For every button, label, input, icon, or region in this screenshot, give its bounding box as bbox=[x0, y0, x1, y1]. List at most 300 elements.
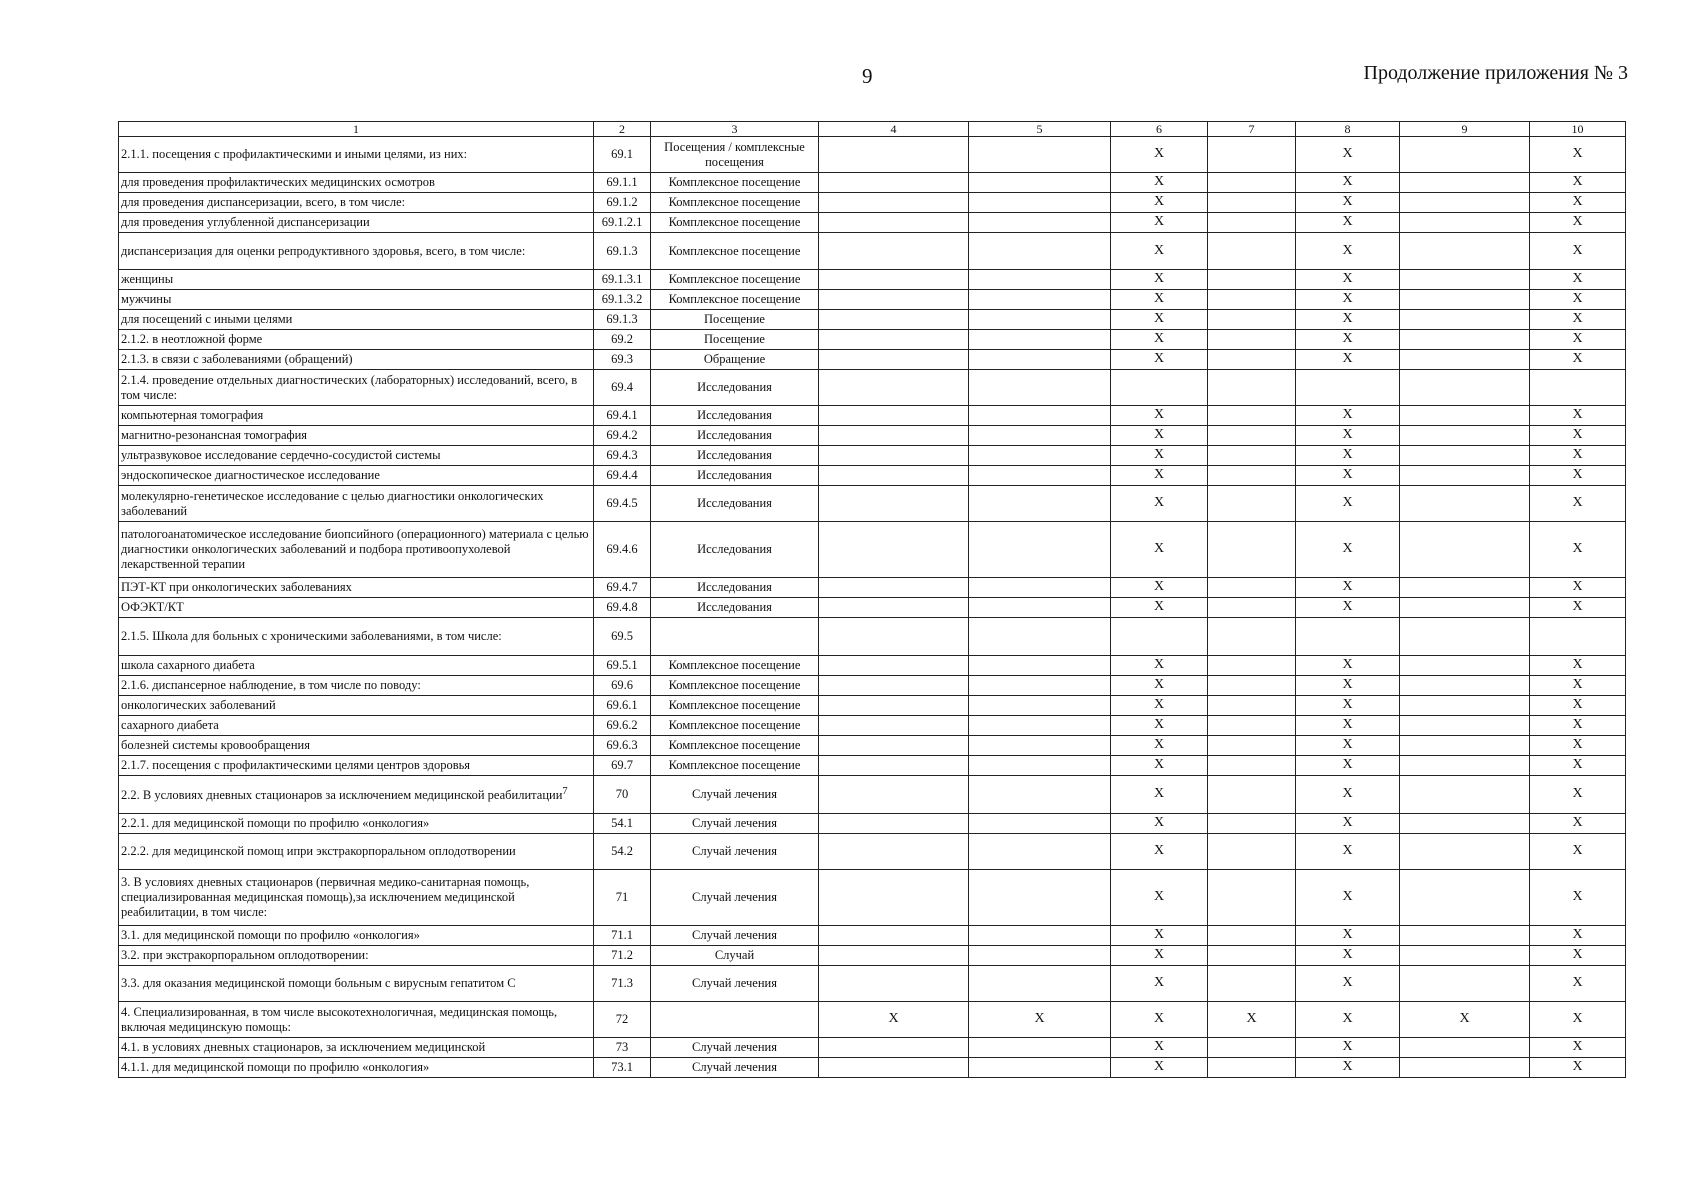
row-name: ОФЭКТ/КТ bbox=[119, 598, 594, 618]
row-name: 2.1.1. посещения с профилактическими и иными целями, из них: bbox=[119, 137, 594, 173]
row-unit: Посещение bbox=[651, 330, 819, 350]
cell-c5 bbox=[969, 676, 1111, 696]
row-code: 69.1.3 bbox=[594, 310, 651, 330]
cell-c8: X bbox=[1296, 776, 1400, 814]
cell-c7 bbox=[1208, 213, 1296, 233]
cell-c4 bbox=[819, 756, 969, 776]
row-name: мужчины bbox=[119, 290, 594, 310]
cell-c10: X bbox=[1530, 466, 1626, 486]
cell-c9 bbox=[1400, 578, 1530, 598]
row-name: 2.1.2. в неотложной форме bbox=[119, 330, 594, 350]
cell-c9 bbox=[1400, 1058, 1530, 1078]
cell-c8: X bbox=[1296, 946, 1400, 966]
cell-c7 bbox=[1208, 350, 1296, 370]
column-number-1: 1 bbox=[119, 122, 594, 137]
cell-c5 bbox=[969, 776, 1111, 814]
cell-c5 bbox=[969, 350, 1111, 370]
column-number-7: 7 bbox=[1208, 122, 1296, 137]
cell-c7 bbox=[1208, 814, 1296, 834]
cell-c10: X bbox=[1530, 522, 1626, 578]
row-unit: Случай лечения bbox=[651, 834, 819, 870]
cell-c7 bbox=[1208, 486, 1296, 522]
cell-c8: X bbox=[1296, 1038, 1400, 1058]
cell-c4 bbox=[819, 193, 969, 213]
cell-c9 bbox=[1400, 406, 1530, 426]
row-name: ультразвуковое исследование сердечно-сосудистой системы bbox=[119, 446, 594, 466]
row-unit: Случай лечения bbox=[651, 926, 819, 946]
cell-c7 bbox=[1208, 696, 1296, 716]
row-name: 2.1.5. Школа для больных с хроническими заболеваниями, в том числе: bbox=[119, 618, 594, 656]
row-unit: Исследования bbox=[651, 598, 819, 618]
row-code: 69.6.3 bbox=[594, 736, 651, 756]
cell-c6: X bbox=[1111, 966, 1208, 1002]
cell-c10: X bbox=[1530, 598, 1626, 618]
cell-c10: X bbox=[1530, 1038, 1626, 1058]
cell-c7 bbox=[1208, 290, 1296, 310]
cell-c9 bbox=[1400, 446, 1530, 466]
cell-c10: X bbox=[1530, 270, 1626, 290]
row-name: онкологических заболеваний bbox=[119, 696, 594, 716]
row-name: диспансеризация для оценки репродуктивного здоровья, всего, в том числе: bbox=[119, 233, 594, 270]
row-code: 69.4.6 bbox=[594, 522, 651, 578]
cell-c10: X bbox=[1530, 814, 1626, 834]
row-unit: Исследования bbox=[651, 578, 819, 598]
cell-c10: X bbox=[1530, 330, 1626, 350]
cell-c6: X bbox=[1111, 137, 1208, 173]
cell-c5 bbox=[969, 598, 1111, 618]
cell-c9 bbox=[1400, 233, 1530, 270]
cell-c6: X bbox=[1111, 814, 1208, 834]
cell-c10: X bbox=[1530, 966, 1626, 1002]
row-name: 4.1.1. для медицинской помощи по профилю «онкология» bbox=[119, 1058, 594, 1078]
cell-c7 bbox=[1208, 776, 1296, 814]
table-row bbox=[119, 370, 1626, 406]
cell-c9 bbox=[1400, 736, 1530, 756]
cell-c10: X bbox=[1530, 406, 1626, 426]
row-code: 71.3 bbox=[594, 966, 651, 1002]
column-number-row bbox=[119, 122, 1626, 137]
column-number-6: 6 bbox=[1111, 122, 1208, 137]
table-row bbox=[119, 618, 1626, 656]
cell-c7: X bbox=[1208, 1002, 1296, 1038]
cell-c5 bbox=[969, 193, 1111, 213]
cell-c5 bbox=[969, 522, 1111, 578]
cell-c5: X bbox=[969, 1002, 1111, 1038]
row-name: для проведения углубленной диспансеризации bbox=[119, 213, 594, 233]
cell-c10: X bbox=[1530, 756, 1626, 776]
cell-c7 bbox=[1208, 966, 1296, 1002]
cell-c6: X bbox=[1111, 486, 1208, 522]
cell-c5 bbox=[969, 406, 1111, 426]
cell-c6: X bbox=[1111, 233, 1208, 270]
cell-c6: X bbox=[1111, 1002, 1208, 1038]
row-name: 3.3. для оказания медицинской помощи больным с вирусным гепатитом С bbox=[119, 966, 594, 1002]
table-row bbox=[119, 406, 1626, 426]
table-row bbox=[119, 946, 1626, 966]
cell-c5 bbox=[969, 618, 1111, 656]
row-unit: Случай лечения bbox=[651, 1038, 819, 1058]
cell-c7 bbox=[1208, 578, 1296, 598]
column-number-10: 10 bbox=[1530, 122, 1626, 137]
table-row bbox=[119, 330, 1626, 350]
row-name: компьютерная томография bbox=[119, 406, 594, 426]
row-code: 69.4.2 bbox=[594, 426, 651, 446]
cell-c7 bbox=[1208, 406, 1296, 426]
row-name: 3.2. при экстракорпоральном оплодотворении: bbox=[119, 946, 594, 966]
cell-c5 bbox=[969, 466, 1111, 486]
cell-c4 bbox=[819, 834, 969, 870]
row-unit: Комплексное посещение bbox=[651, 736, 819, 756]
table-row bbox=[119, 137, 1626, 173]
cell-c6: X bbox=[1111, 578, 1208, 598]
cell-c8: X bbox=[1296, 406, 1400, 426]
cell-c10 bbox=[1530, 370, 1626, 406]
row-name: для посещений с иными целями bbox=[119, 310, 594, 330]
cell-c9: X bbox=[1400, 1002, 1530, 1038]
cell-c4 bbox=[819, 736, 969, 756]
row-name: школа сахарного диабета bbox=[119, 656, 594, 676]
cell-c10: X bbox=[1530, 736, 1626, 756]
cell-c4: X bbox=[819, 1002, 969, 1038]
cell-c4 bbox=[819, 137, 969, 173]
cell-c5 bbox=[969, 213, 1111, 233]
cell-c8: X bbox=[1296, 578, 1400, 598]
row-code: 69.4.1 bbox=[594, 406, 651, 426]
table-row bbox=[119, 213, 1626, 233]
cell-c6: X bbox=[1111, 290, 1208, 310]
row-name: сахарного диабета bbox=[119, 716, 594, 736]
cell-c7 bbox=[1208, 756, 1296, 776]
cell-c10: X bbox=[1530, 193, 1626, 213]
cell-c6: X bbox=[1111, 1038, 1208, 1058]
data-table bbox=[118, 121, 1626, 1078]
page-number: 9 bbox=[862, 64, 873, 88]
cell-c9 bbox=[1400, 173, 1530, 193]
row-code: 71 bbox=[594, 870, 651, 926]
cell-c8 bbox=[1296, 370, 1400, 406]
cell-c6: X bbox=[1111, 598, 1208, 618]
cell-c7 bbox=[1208, 1038, 1296, 1058]
cell-c8: X bbox=[1296, 1058, 1400, 1078]
cell-c9 bbox=[1400, 776, 1530, 814]
row-unit: Комплексное посещение bbox=[651, 696, 819, 716]
cell-c4 bbox=[819, 213, 969, 233]
cell-c9 bbox=[1400, 946, 1530, 966]
cell-c10: X bbox=[1530, 696, 1626, 716]
cell-c4 bbox=[819, 696, 969, 716]
row-unit: Исследования bbox=[651, 486, 819, 522]
table-row bbox=[119, 776, 1626, 814]
cell-c7 bbox=[1208, 946, 1296, 966]
table-row bbox=[119, 466, 1626, 486]
cell-c4 bbox=[819, 466, 969, 486]
table-row bbox=[119, 814, 1626, 834]
cell-c9 bbox=[1400, 716, 1530, 736]
cell-c7 bbox=[1208, 870, 1296, 926]
cell-c4 bbox=[819, 310, 969, 330]
row-code: 69.5.1 bbox=[594, 656, 651, 676]
row-unit: Исследования bbox=[651, 370, 819, 406]
cell-c8 bbox=[1296, 618, 1400, 656]
row-unit: Комплексное посещение bbox=[651, 193, 819, 213]
row-name: для проведения профилактических медицинских осмотров bbox=[119, 173, 594, 193]
cell-c10: X bbox=[1530, 310, 1626, 330]
cell-c10: X bbox=[1530, 834, 1626, 870]
cell-c9 bbox=[1400, 137, 1530, 173]
cell-c5 bbox=[969, 870, 1111, 926]
cell-c10: X bbox=[1530, 1002, 1626, 1038]
cell-c9 bbox=[1400, 834, 1530, 870]
cell-c8: X bbox=[1296, 966, 1400, 1002]
cell-c7 bbox=[1208, 137, 1296, 173]
row-name: для проведения диспансеризации, всего, в том числе: bbox=[119, 193, 594, 213]
cell-c4 bbox=[819, 676, 969, 696]
row-code: 69.6.2 bbox=[594, 716, 651, 736]
table-row bbox=[119, 1058, 1626, 1078]
cell-c9 bbox=[1400, 426, 1530, 446]
cell-c7 bbox=[1208, 716, 1296, 736]
row-code: 69.4.7 bbox=[594, 578, 651, 598]
table-row bbox=[119, 522, 1626, 578]
row-code: 69.1.1 bbox=[594, 173, 651, 193]
row-unit: Случай лечения bbox=[651, 966, 819, 1002]
cell-c8: X bbox=[1296, 310, 1400, 330]
table-row bbox=[119, 350, 1626, 370]
cell-c10: X bbox=[1530, 1058, 1626, 1078]
cell-c5 bbox=[969, 578, 1111, 598]
cell-c7 bbox=[1208, 330, 1296, 350]
cell-c6: X bbox=[1111, 870, 1208, 926]
table-row bbox=[119, 486, 1626, 522]
row-code: 71.1 bbox=[594, 926, 651, 946]
cell-c7 bbox=[1208, 233, 1296, 270]
cell-c7 bbox=[1208, 618, 1296, 656]
cell-c5 bbox=[969, 716, 1111, 736]
cell-c7 bbox=[1208, 598, 1296, 618]
cell-c4 bbox=[819, 926, 969, 946]
cell-c6: X bbox=[1111, 716, 1208, 736]
cell-c10: X bbox=[1530, 776, 1626, 814]
cell-c6: X bbox=[1111, 696, 1208, 716]
cell-c9 bbox=[1400, 598, 1530, 618]
table-row bbox=[119, 173, 1626, 193]
cell-c10: X bbox=[1530, 137, 1626, 173]
row-unit: Комплексное посещение bbox=[651, 676, 819, 696]
cell-c6 bbox=[1111, 370, 1208, 406]
row-unit: Комплексное посещение bbox=[651, 716, 819, 736]
cell-c10: X bbox=[1530, 350, 1626, 370]
row-name: 2.2.2. для медицинской помощ ипри экстракорпоральном оплодотворении bbox=[119, 834, 594, 870]
cell-c10 bbox=[1530, 618, 1626, 656]
row-name: болезней системы кровообращения bbox=[119, 736, 594, 756]
cell-c10: X bbox=[1530, 946, 1626, 966]
row-code: 69.6 bbox=[594, 676, 651, 696]
table-row bbox=[119, 426, 1626, 446]
cell-c8: X bbox=[1296, 834, 1400, 870]
cell-c4 bbox=[819, 522, 969, 578]
cell-c5 bbox=[969, 137, 1111, 173]
cell-c5 bbox=[969, 1058, 1111, 1078]
cell-c5 bbox=[969, 330, 1111, 350]
row-name: 3.1. для медицинской помощи по профилю «онкология» bbox=[119, 926, 594, 946]
cell-c9 bbox=[1400, 310, 1530, 330]
footnote-mark: 7 bbox=[562, 786, 568, 798]
cell-c4 bbox=[819, 966, 969, 1002]
cell-c5 bbox=[969, 233, 1111, 270]
row-code: 54.1 bbox=[594, 814, 651, 834]
cell-c9 bbox=[1400, 618, 1530, 656]
table-row bbox=[119, 716, 1626, 736]
row-unit: Обращение bbox=[651, 350, 819, 370]
cell-c9 bbox=[1400, 676, 1530, 696]
cell-c4 bbox=[819, 290, 969, 310]
cell-c6: X bbox=[1111, 1058, 1208, 1078]
cell-c4 bbox=[819, 446, 969, 466]
row-name: 2.1.4. проведение отдельных диагностических (лабораторных) исследований, всего, в том числе: bbox=[119, 370, 594, 406]
cell-c6: X bbox=[1111, 756, 1208, 776]
row-unit: Комплексное посещение bbox=[651, 213, 819, 233]
row-code: 69.6.1 bbox=[594, 696, 651, 716]
cell-c4 bbox=[819, 814, 969, 834]
row-name: 2.1.3. в связи с заболеваниями (обращений) bbox=[119, 350, 594, 370]
table-row bbox=[119, 926, 1626, 946]
table-row bbox=[119, 310, 1626, 330]
cell-c4 bbox=[819, 350, 969, 370]
cell-c5 bbox=[969, 926, 1111, 946]
row-code: 69.1.3.1 bbox=[594, 270, 651, 290]
cell-c9 bbox=[1400, 270, 1530, 290]
table-row bbox=[119, 966, 1626, 1002]
row-unit bbox=[651, 1002, 819, 1038]
row-code: 69.4 bbox=[594, 370, 651, 406]
cell-c7 bbox=[1208, 446, 1296, 466]
cell-c7 bbox=[1208, 736, 1296, 756]
cell-c7 bbox=[1208, 466, 1296, 486]
cell-c5 bbox=[969, 486, 1111, 522]
cell-c8: X bbox=[1296, 870, 1400, 926]
table-row bbox=[119, 1038, 1626, 1058]
cell-c6 bbox=[1111, 618, 1208, 656]
row-unit: Случай лечения bbox=[651, 1058, 819, 1078]
cell-c7 bbox=[1208, 926, 1296, 946]
cell-c8: X bbox=[1296, 213, 1400, 233]
cell-c5 bbox=[969, 834, 1111, 870]
row-unit: Комплексное посещение bbox=[651, 270, 819, 290]
cell-c4 bbox=[819, 870, 969, 926]
cell-c4 bbox=[819, 486, 969, 522]
row-code: 71.2 bbox=[594, 946, 651, 966]
cell-c6: X bbox=[1111, 330, 1208, 350]
cell-c4 bbox=[819, 1038, 969, 1058]
cell-c10: X bbox=[1530, 676, 1626, 696]
cell-c7 bbox=[1208, 270, 1296, 290]
row-unit bbox=[651, 618, 819, 656]
cell-c5 bbox=[969, 1038, 1111, 1058]
cell-c6: X bbox=[1111, 676, 1208, 696]
cell-c10: X bbox=[1530, 213, 1626, 233]
cell-c4 bbox=[819, 776, 969, 814]
column-number-8: 8 bbox=[1296, 122, 1400, 137]
cell-c7 bbox=[1208, 522, 1296, 578]
table-row bbox=[119, 233, 1626, 270]
row-unit: Посещения / комплексные посещения bbox=[651, 137, 819, 173]
table-row bbox=[119, 578, 1626, 598]
row-code: 73.1 bbox=[594, 1058, 651, 1078]
cell-c10: X bbox=[1530, 926, 1626, 946]
cell-c6: X bbox=[1111, 310, 1208, 330]
cell-c7 bbox=[1208, 173, 1296, 193]
cell-c9 bbox=[1400, 486, 1530, 522]
cell-c5 bbox=[969, 426, 1111, 446]
column-number-4: 4 bbox=[819, 122, 969, 137]
cell-c8: X bbox=[1296, 598, 1400, 618]
cell-c9 bbox=[1400, 193, 1530, 213]
table-row bbox=[119, 290, 1626, 310]
cell-c8: X bbox=[1296, 756, 1400, 776]
cell-c9 bbox=[1400, 926, 1530, 946]
cell-c5 bbox=[969, 446, 1111, 466]
row-name: женщины bbox=[119, 270, 594, 290]
row-code: 73 bbox=[594, 1038, 651, 1058]
cell-c6: X bbox=[1111, 656, 1208, 676]
row-name: магнитно-резонансная томография bbox=[119, 426, 594, 446]
table-row bbox=[119, 870, 1626, 926]
row-unit: Случай лечения bbox=[651, 870, 819, 926]
table-row bbox=[119, 696, 1626, 716]
table-body bbox=[119, 122, 1626, 1078]
cell-c7 bbox=[1208, 656, 1296, 676]
cell-c6: X bbox=[1111, 834, 1208, 870]
cell-c4 bbox=[819, 656, 969, 676]
cell-c8: X bbox=[1296, 736, 1400, 756]
cell-c10: X bbox=[1530, 870, 1626, 926]
cell-c5 bbox=[969, 270, 1111, 290]
cell-c6: X bbox=[1111, 776, 1208, 814]
cell-c8: X bbox=[1296, 656, 1400, 676]
cell-c4 bbox=[819, 370, 969, 406]
cell-c8: X bbox=[1296, 446, 1400, 466]
cell-c8: X bbox=[1296, 290, 1400, 310]
table-row bbox=[119, 736, 1626, 756]
cell-c5 bbox=[969, 173, 1111, 193]
cell-c6: X bbox=[1111, 426, 1208, 446]
cell-c8: X bbox=[1296, 193, 1400, 213]
cell-c4 bbox=[819, 270, 969, 290]
cell-c10: X bbox=[1530, 233, 1626, 270]
cell-c9 bbox=[1400, 350, 1530, 370]
row-code: 69.1.3.2 bbox=[594, 290, 651, 310]
cell-c8: X bbox=[1296, 716, 1400, 736]
cell-c4 bbox=[819, 946, 969, 966]
cell-c9 bbox=[1400, 814, 1530, 834]
cell-c4 bbox=[819, 578, 969, 598]
row-name: патологоанатомическое исследование биопсийного (операционного) материала с целью диагностики онкологических заболеваний и подбора противоопухолевой лекарственной терапии bbox=[119, 522, 594, 578]
cell-c4 bbox=[819, 618, 969, 656]
table-row bbox=[119, 1002, 1626, 1038]
cell-c6: X bbox=[1111, 270, 1208, 290]
row-unit: Комплексное посещение bbox=[651, 233, 819, 270]
cell-c7 bbox=[1208, 310, 1296, 330]
cell-c7 bbox=[1208, 193, 1296, 213]
cell-c8: X bbox=[1296, 696, 1400, 716]
cell-c8: X bbox=[1296, 814, 1400, 834]
cell-c8: X bbox=[1296, 173, 1400, 193]
table-row bbox=[119, 656, 1626, 676]
row-code: 69.5 bbox=[594, 618, 651, 656]
cell-c6: X bbox=[1111, 926, 1208, 946]
row-code: 69.4.5 bbox=[594, 486, 651, 522]
cell-c9 bbox=[1400, 370, 1530, 406]
